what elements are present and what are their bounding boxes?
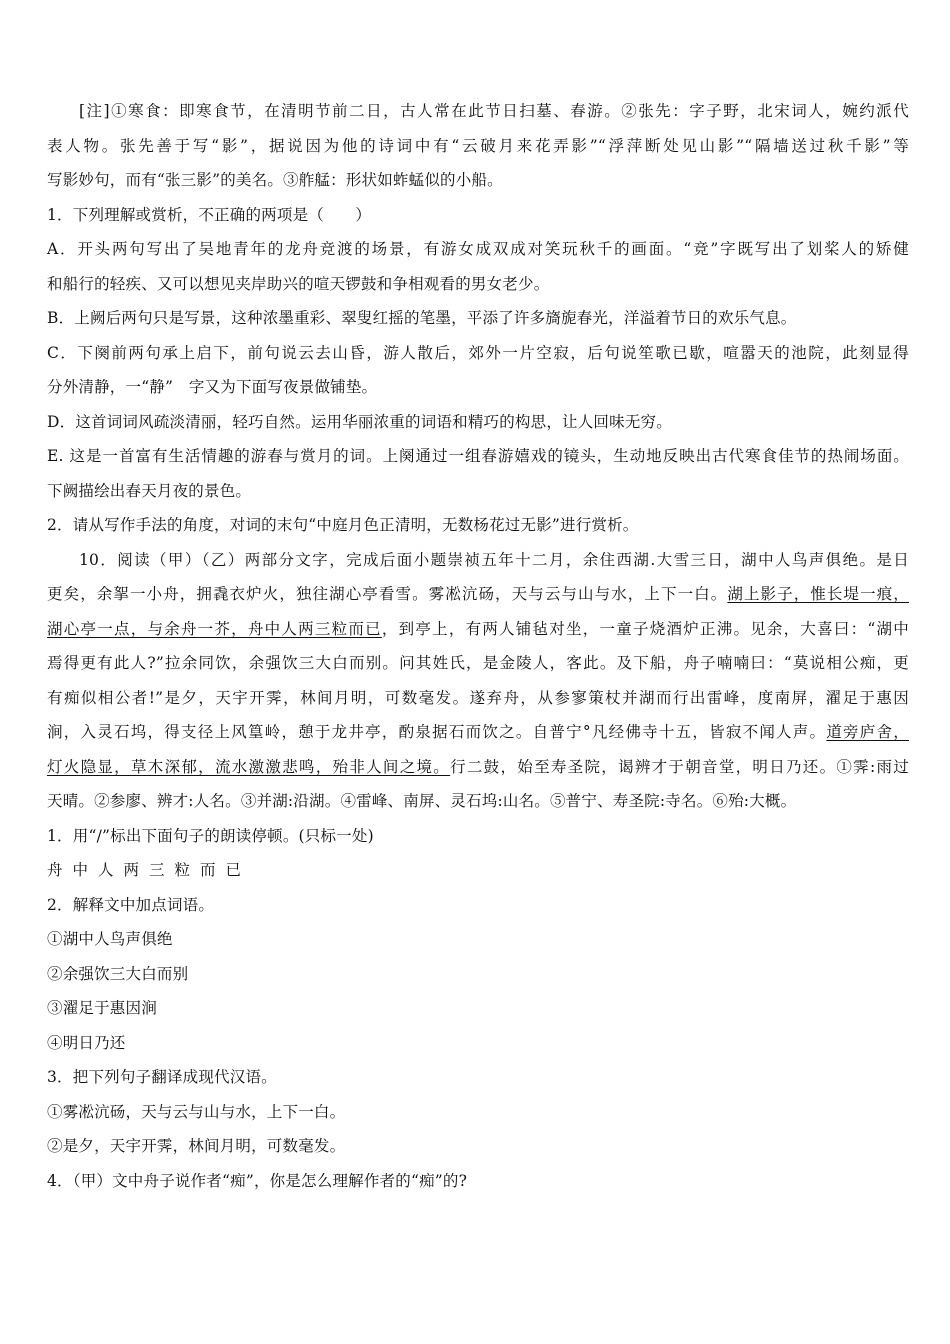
- note-line-3: 写影妙句，而有“张三影”的美名。③舴艋：形状如蚱蜢似的小船。: [47, 171, 503, 189]
- sub-question-2-item-2: ②余强饮三大白而别: [47, 964, 189, 983]
- q10-passage-line-4: 焉得更有此人?”拉余同饮，余强饮三大白而别。问其姓氏，是金陵人，客此。及下船，舟子喃喃曰：“莫说相公痴，更: [47, 654, 909, 672]
- underlined-sentence: 湖心亭一点，与余舟一芥，舟中人两三粒而已: [47, 619, 382, 638]
- q10-passage-line-1: 10．阅读（甲）（乙）两部分文字，完成后面小题崇祯五年十二月，余住西湖.大雪三日，湖中人鸟声俱绝。是日: [79, 550, 909, 569]
- underlined-sentence: 湖上影子，惟长堤一痕，: [727, 585, 910, 603]
- underlined-sentence: 灯火隐显，草木深郁，流水激激悲鸣，殆非人间之境。: [47, 757, 451, 776]
- passage-text: 行二鼓，始至寿圣院，谒辨才于朝音堂，明日乃还。①霁:雨过: [450, 757, 909, 776]
- option-c-line-2: 分外清静，一“静” 字又为下面写夜景做铺垫。: [47, 378, 378, 396]
- sub-question-2-item-3: ③濯足于惠因涧: [47, 999, 157, 1017]
- option-b: B．上阙后两句只是写景，这种浓墨重彩、翠叟红摇的笔墨，平添了许多旖旎春光，洋溢着节日的欢乐气息。: [47, 309, 797, 327]
- sub-question-2-item-1: ①湖中人鸟声俱绝: [47, 930, 173, 948]
- option-e-line-2: 下阙描绘出春天月夜的景色。: [47, 481, 252, 500]
- q10-passage-line-6: [47, 715, 909, 750]
- passage-text: 更矣，余挐一小舟，拥毳衣炉火，独往湖心亭看雪。雾凇沆砀，天与云与山与水，上下一白。: [47, 585, 728, 603]
- q10-passage-line-3: [47, 612, 909, 647]
- sub-question-1: 1．用“/”标出下面句子的朗读停顿。(只标一处): [47, 826, 374, 845]
- sub-question-3-item-2: ②是夕，天宇开霁，林间月明，可数毫发。: [47, 1137, 346, 1155]
- q10-passage-line-7: [47, 750, 909, 785]
- sub-question-3: 3．把下列句子翻译成现代汉语。: [47, 1068, 277, 1086]
- sub-question-3-item-1: ①雾凇沆砀，天与云与山与水，上下一白。: [47, 1102, 346, 1121]
- option-a-line-2: 和船行的轻疾、又可以想见夹岸助兴的喧天锣鼓和争相观看的男女老少。: [47, 274, 550, 293]
- sub-question-2-item-4: ④明日乃还: [47, 1033, 126, 1052]
- option-a-line-1: A．开头两句写出了吴地青年的龙舟竞渡的场景，有游女成双成对笑玩秋千的画面。“竞”字既写出了划桨人的矫健: [47, 240, 909, 258]
- option-c-line-1: C．下阕前两句承上启下，前句说云去山昏，游人散后，郊外一片空寂，后句说笙歌已歇，喧嚣天的池院，此刻显得: [47, 343, 909, 362]
- q10-passage-line-5: 有痴似相公者!”是夕，天宇开霁，林间月明，可数毫发。遂弃舟，从参寥策杖并湖而行出雷峰，度南屏，濯足于惠因: [47, 688, 909, 707]
- pause-sentence: 舟中人两三粒而已: [47, 861, 252, 879]
- passage-text: ，到亭上，有两人铺毡对坐，一童子烧酒炉正沸。见余，大喜曰：“湖中: [381, 619, 909, 638]
- option-d: D．这首词词风疏淡清丽，轻巧自然。运用华丽浓重的词语和精巧的构思，让人回味无穷。: [47, 412, 672, 431]
- underlined-sentence: 道旁庐舍，: [826, 723, 909, 741]
- document-page: [47, 94, 909, 1198]
- sub-question-2: 2．解释文中加点词语。: [47, 895, 215, 914]
- q10-passage-line-8: 天晴。②参廖、辨才:人名。③并湖:沿湖。④雷峰、南屏、灵石坞:山名。⑤普宁、寿圣院:寺名。⑥殆:大概。: [47, 792, 797, 810]
- question-2-stem: 2．请从写作手法的角度，对词的末句“中庭月色正清明，无数杨花过无影”进行赏析。: [47, 516, 639, 534]
- question-1-stem: 1．下列理解或赏析，不正确的两项是（ ）: [47, 205, 372, 224]
- q10-passage-line-2: [47, 577, 909, 612]
- sub-question-4: 4．（甲）文中舟子说作者“痴”，你是怎么理解作者的“痴”的?: [47, 1171, 468, 1190]
- note-line-1: [注]①寒食：即寒食节，在清明节前二日，古人常在此节日扫墓、春游。②张先：字子野，北宋词人，婉约派代: [79, 102, 909, 120]
- option-e-line-1: E. 这是一首富有生活情趣的游春与赏月的词。上阕通过一组春游嬉戏的镜头，生动地反映出古代寒食佳节的热闹场面。: [47, 447, 909, 465]
- note-line-2: 表人物。张先善于写“影”，据说因为他的诗词中有“云破月来花弄影”“浮萍断处见山影”“隔墙送过秋千影”等: [47, 136, 909, 155]
- passage-text: 涧，入灵石坞，得支径上风篁岭，憩于龙井亭，酌泉据石而饮之。自普宁°凡经佛寺十五，皆寂不闻人声。: [47, 723, 827, 741]
